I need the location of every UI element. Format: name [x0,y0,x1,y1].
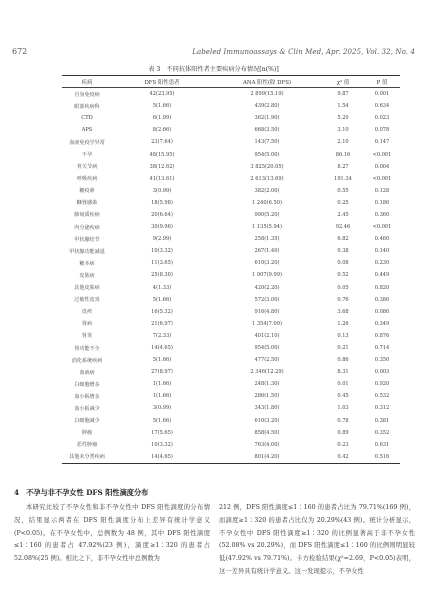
cell-ana-positive: 248(1.30) [254,381,280,388]
cell-chi-square: 8.31 [337,369,349,376]
cell-dfs-positive: 38(12.62) [149,163,175,170]
cell-p-value: 0.631 [374,441,390,448]
cell-ana-positive: 954(5.00) [254,345,280,352]
cell-dfs-positive: 11(3.65) [151,260,173,267]
cell-p-value: 0.001 [374,91,390,98]
cell-disease: 肿瘤 [81,430,93,437]
cell-disease: 甲状腺功能减退 [69,248,105,255]
cell-chi-square: 0.78 [337,417,349,424]
cell-disease: 肺间质疾病 [74,212,100,219]
cell-p-value: 0.003 [374,369,390,376]
cell-disease: 皮肤病 [79,272,95,279]
cell-chi-square: 8.27 [337,163,349,170]
cell-chi-square: 92.46 [335,224,351,231]
header-p-value: P 值 [376,79,388,86]
table-row [62,318,400,330]
cell-chi-square: 1.03 [337,405,349,412]
cell-disease: 过敏性皮炎 [74,297,100,304]
cell-chi-square: 0.25 [337,199,349,206]
cell-disease: 自身免疫病 [74,91,100,98]
cell-dfs-positive: 17(5.65) [151,429,173,436]
cell-disease: 血小板增多 [74,393,100,400]
cell-chi-square: 0.13 [337,332,349,339]
cell-disease: 消化系统疾病 [71,357,103,364]
table-row [62,173,400,185]
cell-disease: 糠蓉感染 [76,200,98,207]
cell-ana-positive: 401(2.10) [254,332,280,339]
table-row [62,245,400,257]
cell-chi-square: 0.42 [337,453,349,460]
cell-p-value: 0.004 [374,163,390,170]
cell-p-value: 0.449 [374,272,390,279]
cell-disease: CTD [81,115,93,122]
cell-dfs-positive: 3(0.99) [152,405,172,412]
cell-p-value: 0.230 [374,260,390,267]
cell-dfs-positive: 5(1.66) [152,103,172,110]
cell-dfs-positive: 14(4.65) [151,345,173,352]
table-row [62,415,400,427]
cell-chi-square: 191.34 [334,175,352,182]
cell-dfs-positive: 8(2.66) [152,127,172,134]
table-row [62,342,400,354]
cell-dfs-positive: 48(15.95) [149,151,175,158]
cell-disease: APS [81,127,93,134]
cell-p-value: 0.147 [374,139,390,146]
cell-p-value: 0.634 [374,103,390,110]
table-row [62,330,400,342]
cell-p-value: 0.714 [374,345,390,352]
cell-ana-positive: 858(4.50) [254,429,280,436]
cell-chi-square: 0.21 [337,345,349,352]
cell-ana-positive: 258(1.35) [254,236,280,243]
cell-disease: 不孕 [81,152,93,159]
cell-ana-positive: 2 899(15.19) [250,91,284,98]
table-row [62,112,400,124]
header-ana-positive: ANA 阳性(除 DFS) [242,79,292,86]
cell-dfs-positive: 42(23.95) [149,91,175,98]
cell-ana-positive: 1 907(9.99) [252,272,282,279]
cell-disease: 其他皮肤病 [74,285,100,292]
cell-disease: 白细胞减少 [74,418,100,425]
cell-chi-square: 0.89 [337,429,349,436]
cell-p-value: 0.532 [374,393,390,400]
cell-p-value: 0.349 [374,320,390,327]
cell-chi-square: 1.26 [337,320,349,327]
cell-chi-square: 5.20 [337,115,349,122]
table-caption: 表 3 不同抗体阳性者主要疾病分布情况[n(%)] [148,66,279,73]
cell-ana-positive: 382(2.00) [254,187,280,194]
cell-ana-positive: 2 613(13.69) [250,175,284,182]
cell-dfs-positive: 16(5.32) [151,308,173,315]
cell-chi-square: 6.82 [337,236,349,243]
cell-ana-positive: 2 346(12.29) [250,369,284,376]
cell-p-value: 0.380 [374,296,390,303]
cell-ana-positive: 3 825(20.05) [250,163,284,170]
cell-dfs-positive: 9(2.99) [152,236,172,243]
cell-p-value: 0.023 [374,115,390,122]
cell-ana-positive: 477(2.50) [254,357,280,364]
cell-p-value: 0.186 [374,199,390,206]
cell-ana-positive: 572(3.00) [254,296,280,303]
table-row [62,209,400,221]
body-text-left: 本研究比较了不孕女性和非不孕女性中 DFS 阳性滴度的分布情况，结果显示两者在 DFS 阳性滴度分布上差异有统计学意义(P<0.05)。在不孕女性中，总例数为 48 例，其中 DFS 阳性滴度≤1∶160 的患者占 47.92%(23 例)，滴度≥1∶320 的患者占 52.08%(25 例)。相比之下，非不孕女性中总例数为 [14,504,210,563]
page-header [12,44,415,56]
cell-chi-square: 2.45 [337,211,349,218]
cell-dfs-positive: 21(6.97) [151,320,173,327]
header-dfs-positive: DFS 阳性患者 [144,79,180,86]
cell-ana-positive: 610(3.20) [254,260,280,267]
cell-p-value: <0.001 [372,224,392,231]
cell-disease: 肾功能不全 [74,345,100,352]
cell-chi-square: 0.23 [337,441,349,448]
cell-chi-square: 0.86 [337,357,349,364]
cell-disease: 眼部疾病科 [74,103,100,110]
cell-ana-positive: 916(4.80) [254,308,280,315]
cell-dfs-positive: 6(1.99) [152,115,172,122]
table-row [62,197,400,209]
table-row [62,294,400,306]
table-row [62,185,400,197]
cell-disease: 其他未分类疾病 [69,454,105,461]
cell-disease: 内分泌疾病 [74,224,100,231]
cell-p-value: 0.820 [374,284,390,291]
cell-dfs-positive: 10(3.32) [151,248,173,255]
table-row [62,306,400,318]
cell-p-value: 0.516 [374,453,390,460]
cell-dfs-positive: 5(1.66) [152,417,172,424]
cell-chi-square: 0.45 [337,393,349,400]
cell-dfs-positive: 1(1.66) [152,393,172,400]
cell-p-value: <0.001 [372,151,392,158]
cell-dfs-positive: 23(7.64) [151,139,173,146]
page-number: 672 [12,47,28,56]
cell-dfs-positive: 10(3.32) [151,441,173,448]
cell-chi-square: 0.01 [337,381,349,388]
cell-p-value: <0.001 [372,175,392,182]
cell-disease: 肾炎 [81,333,93,340]
table-row [62,366,400,378]
cell-chi-square: 3.68 [337,308,349,315]
cell-disease: 恶性肿瘤 [76,442,98,449]
cell-dfs-positive: 18(5.98) [151,199,173,206]
cell-p-value: 0.350 [374,357,390,364]
cell-disease: 糖疫素 [79,188,95,195]
table-row [62,402,400,414]
cell-ana-positive: 990(5.20) [254,211,280,218]
cell-chi-square: 3.10 [337,127,349,134]
cell-disease: 呼吸疾病 [76,176,98,183]
cell-dfs-positive: 1(1.66) [152,381,172,388]
table-row [62,88,400,100]
cell-disease: 糖本病 [79,260,95,267]
table-row [62,451,400,463]
cell-ana-positive: 143(7.50) [254,139,280,146]
table-row [62,439,400,451]
cell-ana-positive: 267(1.40) [254,248,280,255]
cell-chi-square: 86.16 [335,151,351,158]
table-row [62,378,400,390]
cell-disease: 皮疹 [81,309,93,316]
table-row [62,269,400,281]
table-body [62,88,400,463]
cell-ana-positive: 286(1.50) [254,393,280,400]
cell-p-value: 0.352 [374,429,390,436]
cell-ana-positive: 1 240(6.50) [252,199,282,206]
cell-ana-positive: 801(4.20) [254,453,280,460]
cell-p-value: 0.460 [374,236,390,243]
cell-ana-positive: 1 354(7.09) [252,320,282,327]
table-row [62,390,400,402]
cell-chi-square: 0.55 [337,187,349,194]
cell-disease: 白细胞增多 [74,381,100,388]
cell-disease: 血小板减少 [74,405,100,412]
cell-disease: 血液病 [79,369,95,376]
cell-ana-positive: 362(1.90) [254,115,280,122]
table-row [62,282,400,294]
cell-p-value: 0.360 [374,211,390,218]
cell-ana-positive: 420(2.20) [254,284,280,291]
cell-dfs-positive: 30(9.96) [151,224,173,231]
cell-ana-positive: 954(5.00) [254,151,280,158]
cell-p-value: 0.920 [374,381,390,388]
cell-chi-square: 0.08 [337,260,349,267]
cell-dfs-positive: 7(2.33) [152,332,172,339]
table-row [62,124,400,136]
cell-dfs-positive: 14(4.65) [151,453,173,460]
cell-disease: 骨关节病 [76,164,98,171]
cell-dfs-positive: 25(8.30) [151,272,173,279]
cell-ana-positive: 763(4.00) [254,441,280,448]
cell-ana-positive: 343(1.80) [254,405,280,412]
cell-chi-square: 1.54 [337,103,349,110]
header-chi-square: χ² 值 [336,79,350,86]
cell-dfs-positive: 3(0.99) [152,187,172,194]
cell-disease: 肾病 [81,321,93,328]
cell-dfs-positive: 5(1.66) [152,357,172,364]
cell-ana-positive: 439(2.80) [254,103,280,110]
cell-disease: 甲状腺结节 [74,236,100,243]
cell-chi-square: 0.05 [337,284,349,291]
cell-p-value: 0.078 [374,127,390,134]
cell-chi-square: 9.87 [337,91,349,98]
table-row [62,257,400,269]
cell-dfs-positive: 41(13.61) [149,175,175,182]
cell-chi-square: 0.76 [337,296,349,303]
disease-distribution-table [62,75,400,464]
table-row [62,136,400,148]
cell-ana-positive: 668(3.50) [254,127,280,134]
cell-dfs-positive: 27(8.97) [151,369,173,376]
cell-chi-square: 2.10 [337,139,349,146]
table-row [62,148,400,160]
cell-p-value: 0.312 [374,405,390,412]
cell-p-value: 0.381 [374,417,390,424]
cell-disease: 血液免疫学异常 [69,139,105,146]
cell-p-value: 0.876 [374,332,390,339]
table-row [62,427,400,439]
cell-dfs-positive: 20(6.64) [151,211,173,218]
cell-p-value: 0.128 [374,187,390,194]
section-title: 4 不孕与非不孕女性 DFS 阳性滴度分布 [14,488,149,497]
header-disease: 疾病 [81,79,93,86]
cell-ana-positive: 1 135(5.94) [252,224,282,231]
body-text-right: 212 例，DFS 阳性滴度≤1∶160 的患者占比为 79.71%(169 例)，而滴度≥1∶320 的患者占比仅为 20.29%(43 例)。统计分析显示，不孕女性中 DFS 阳性滴度≥1∶320 的比例显著高于非不孕女性(52.08% vs 20.29%)，而 DFS 阳性滴度≤1∶160 的比例则明显较低(47.92% vs 79.71%)。卡方检验结果(χ²=2.69，P<0.05)表明，这一差异具有统计学意义。这一发现提示，不孕女性 [219,504,415,575]
cell-dfs-positive: 5(1.66) [152,296,172,303]
cell-ana-positive: 610(3.20) [254,417,280,424]
cell-chi-square: 0.38 [337,248,349,255]
cell-p-value: 0.080 [374,308,390,315]
cell-p-value: 0.140 [374,248,390,255]
table-row [62,221,400,233]
table-row [62,354,400,366]
cell-chi-square: 0.52 [337,272,349,279]
table-header-row [62,76,400,88]
table-row [62,233,400,245]
table-row [62,161,400,173]
table-row [62,100,400,112]
journal-citation: Labeled Immunoassays & Clin Med, Apr. 2025, Vol. 32, No. 4 [192,48,415,56]
cell-dfs-positive: 4(1.33) [152,284,172,291]
